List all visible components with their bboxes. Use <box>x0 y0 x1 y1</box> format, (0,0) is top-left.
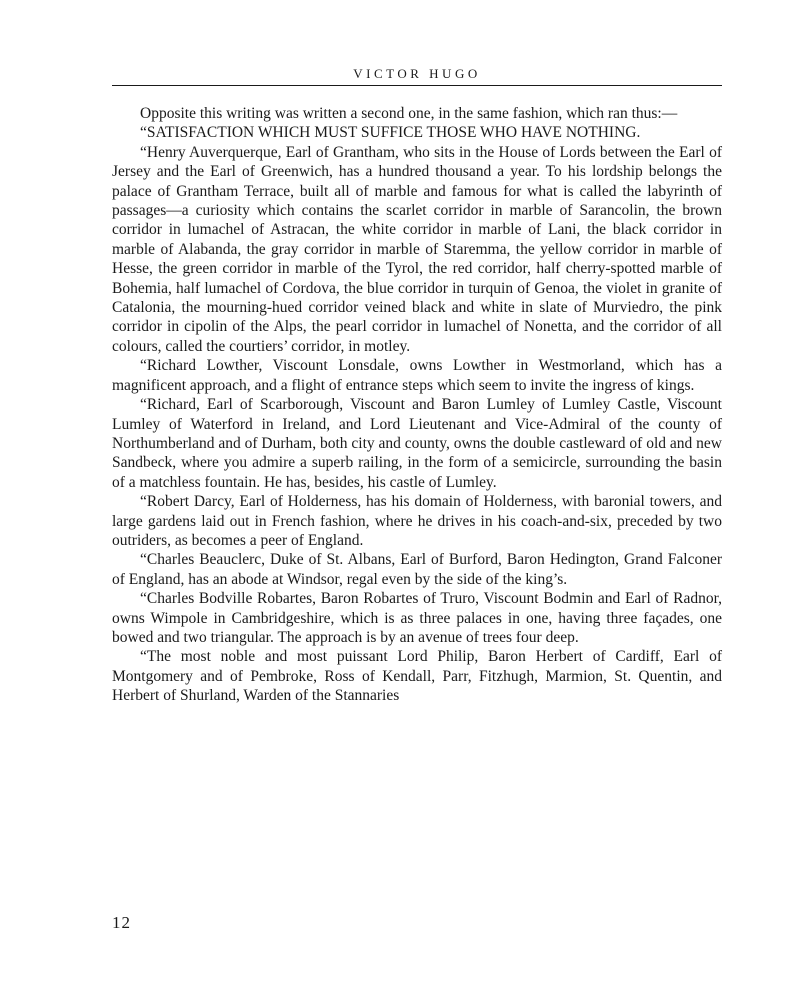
paragraph-holderness: “Robert Darcy, Earl of Holderness, has his domain of Holderness, with baronial towers, and large gardens laid out in French fashion, where he drives in his coach-and-six, preceded by two outriders, as becomes a peer of England. <box>112 493 722 549</box>
paragraph-lonsdale: “Richard Lowther, Viscount Lonsdale, owns Lowther in Westmorland, which has a magnificent approach, and a flight of entrance steps which seem to invite the ingress of kings. <box>112 357 722 394</box>
paragraph-scarborough: “Richard, Earl of Scarborough, Viscount and Baron Lumley of Lumley Castle, Viscount Lumley of Waterford in Ireland, and Lord Lieutenant and Vice-Admiral of the county of Northumberland and of Durham, both city and county, owns the double castleward of old and new Sandbeck, where you admire a superb railing, in the form of a semicircle, surrounding the basin of a matchless fountain. He has, besides, his castle of Lumley. <box>112 396 722 491</box>
running-head: VICTOR HUGO <box>353 66 481 81</box>
paragraph-opposite-writing: Opposite this writing was written a second one, in the same fashion, which ran thus:— <box>140 105 678 122</box>
header-rule <box>112 85 722 86</box>
paragraph-grantham: “Henry Auverquerque, Earl of Grantham, who sits in the House of Lords between the Earl of Jersey and the Earl of Greenwich, has a hundred thousand a year. To his lordship belongs the palace of Grantham Terrace, built all of marble and famous for what is called the labyrinth of passages—a curiosity which contains the scarlet corridor in marble of Sarancolin, the brown corridor in lumachel of Astracan, the white corridor in marble of Lani, the black corridor in marble of Alabanda, the gray corridor in marble of Staremma, the yellow corridor in marble of Hesse, the green corridor in marble of the Tyrol, the red corridor, half cherry-spotted marble of Bohemia, half lumachel of Cordova, the blue corridor in turquin of Genoa, the violet in granite of Catalonia, the mourning-hued corridor veined black and white in slate of Murviedro, the pink corridor in cipolin of the Alps, the pearl corridor in lumachel of Nonetta, and the corridor of all colours, called the courtiers’ corridor, in motley. <box>112 143 722 355</box>
paragraph-satisfaction-heading: “SATISFACTION WHICH MUST SUFFICE THOSE WHO HAVE NOTHING. <box>140 124 641 142</box>
paragraph-st-albans: “Charles Beauclerc, Duke of St. Albans, Earl of Burford, Baron Hedington, Grand Falconer of England, has an abode at Windsor, regal even by the side of the king’s. <box>112 551 722 588</box>
paragraph-radnor: “Charles Bodville Robartes, Baron Robartes of Truro, Viscount Bodmin and Earl of Radnor, owns Wimpole in Cambridgeshire, which is as three palaces in one, having three façades, one bowed and two triangular. The approach is by an avenue of trees four deep. <box>112 590 722 646</box>
body-text <box>112 104 722 706</box>
page-number: 12 <box>112 913 131 932</box>
paragraph-pembroke: “The most noble and most puissant Lord Philip, Baron Herbert of Cardiff, Earl of Montgomery and of Pembroke, Ross of Kendall, Parr, Fitzhugh, Marmion, St. Quentin, and Herbert of Shurland, Warden of the Stannaries <box>112 648 722 705</box>
